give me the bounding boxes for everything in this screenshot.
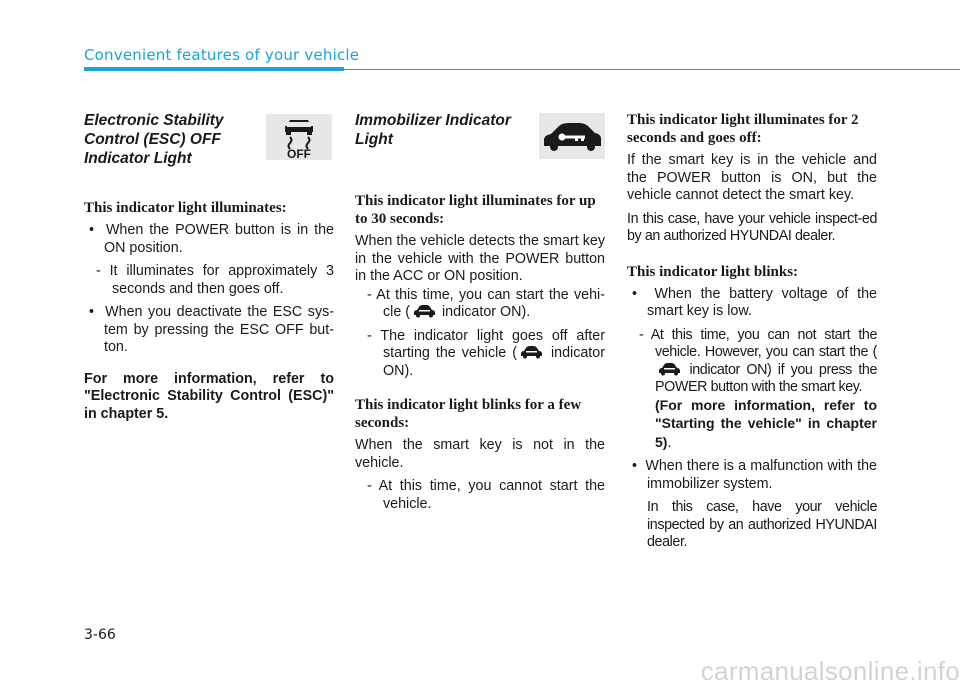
- list-item: • When the POWER button is in the ON position.: [89, 222, 334, 256]
- smart-key-car-icon: [657, 362, 681, 376]
- text-span: indicator ON).: [383, 345, 605, 379]
- subhead: This indicator light blinks for a few seconds:: [355, 397, 582, 431]
- text-span: indicator ON).: [438, 304, 531, 320]
- esc-off-icon: [266, 114, 332, 160]
- paragraph: In this case, have your vehicle inspected by an authorized HYUNDAI dealer.: [647, 499, 877, 550]
- text-span: - At this time, you can not start the vehicle. However, you can start the (: [639, 326, 877, 360]
- reference-note: (For more information, refer to "Starting the vehicle" in chapter 5): [655, 396, 877, 450]
- text-span: indicator ON) if you press the POWER button with the smart key.: [655, 361, 877, 395]
- list-item-text: When the POWER button is in the ON position.: [104, 222, 334, 256]
- text-span: .: [667, 434, 672, 451]
- list-item-sub: [355, 328, 605, 381]
- list-item-text: When there is a malfunction with the immobilizer system.: [645, 458, 877, 492]
- header-rule: [344, 69, 960, 70]
- list-item-sub: - It illuminates for approximately 3 seconds and then goes off.: [96, 263, 334, 297]
- list-item-sub: [355, 287, 605, 322]
- paragraph: In this case, have your vehicle inspect-ed by an authorized HYUNDAI dealer.: [627, 210, 877, 244]
- header-title: Convenient features of your vehicle: [84, 46, 360, 64]
- text-span: - The indicator light goes off after starting the vehicle (: [367, 327, 605, 361]
- list-item-sub: [627, 327, 877, 453]
- list-item: • When there is a malfunction with the immobilizer system.: [632, 458, 877, 492]
- smart-key-car-icon: [519, 345, 543, 359]
- smart-key-car-icon: [412, 304, 436, 318]
- esc-off-icon-text: OFF: [287, 147, 311, 160]
- text-span: - At this time, you can start the vehi-cle (: [367, 286, 605, 320]
- immobilizer-car-key-icon: [539, 113, 605, 159]
- immobilizer-section: [355, 111, 605, 513]
- header-accent-bar: [84, 67, 344, 71]
- section-title: Electronic Stability Control (ESC) OFF Indicator Light: [84, 112, 224, 167]
- subhead: This indicator light illuminates for 2 seconds and goes off:: [627, 112, 859, 146]
- watermark: carmanualsonline.info: [700, 656, 960, 686]
- list-item-text: When the battery voltage of the smart key is low.: [647, 285, 877, 319]
- subhead: This indicator light illuminates for up to 30 seconds:: [355, 193, 596, 227]
- immobilizer-section-continued: [627, 111, 877, 552]
- page-number: 3-66: [84, 627, 116, 643]
- subhead: This indicator light illuminates:: [84, 200, 287, 216]
- reference-note: For more information, refer to "Electronic Stability Control (ESC)" in chapter 5.: [84, 370, 334, 422]
- list-item: • When the battery voltage of the smart key is low.: [632, 285, 877, 319]
- subhead: This indicator light blinks:: [627, 263, 799, 280]
- paragraph: When the smart key is not in the vehicle.: [355, 437, 605, 471]
- paragraph: If the smart key is in the vehicle and the POWER button is ON, but the vehicle cannot detect the smart key.: [627, 152, 877, 203]
- section-title: Immobilizer Indicator Light: [355, 112, 511, 148]
- list-item-text: When you deactivate the ESC sys-tem by pressing the ESC OFF but-ton.: [104, 304, 334, 355]
- esc-off-section: [84, 111, 334, 423]
- list-item-sub: - At this time, you cannot start the vehicle.: [367, 478, 605, 512]
- paragraph: When the vehicle detects the smart key in the vehicle with the POWER button in the ACC or ON position.: [355, 233, 605, 284]
- list-item: • When you deactivate the ESC sys-tem by pressing the ESC OFF but-ton.: [89, 304, 334, 355]
